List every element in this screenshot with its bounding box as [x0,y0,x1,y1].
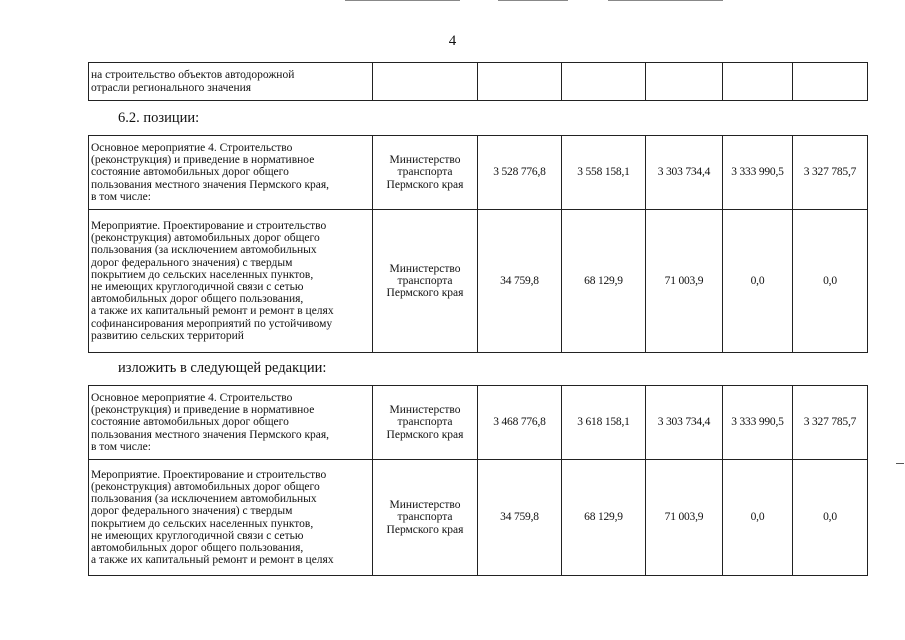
executor-cell [373,136,478,210]
executor-line: транспорта [397,511,453,524]
description-line: пользования местного значения Пермского края, [91,178,330,191]
funding-value-cell: 34 759,8 [478,210,562,353]
continuation-table [88,62,868,101]
description-line: автомобильных дорог общего пользования, [91,541,304,554]
description-line: Мероприятие. Проектирование и строительство [91,468,327,481]
description-line: а также их капитальный ремонт и ремонт в целях [91,305,334,318]
description-line: на строительство объектов автодорожной [91,69,295,82]
executor-line: транспорта [397,166,453,179]
executor-line: Министерство [389,404,461,417]
description-line: состояние автомобильных дорог общего [91,416,289,429]
funding-value-cell: 3 558 158,1 [562,136,646,210]
activity-description-cell [89,386,373,460]
funding-value-cell: 0,0 [723,460,793,576]
funding-value-cell: 3 327 785,7 [793,386,868,460]
description-line: в том числе: [91,440,151,453]
funding-value-cell: 71 003,9 [646,210,723,353]
description-line: пользования (за исключением автомобильных [91,493,317,506]
description-line: покрытием до сельских населенных пунктов, [91,268,314,281]
funding-value-cell: 68 129,9 [562,460,646,576]
heading-new-edition: изложить в следующей редакции: [118,360,327,376]
description-line: (реконструкция) и приведение в нормативное [91,154,315,167]
heading-positions: 6.2. позиции: [118,110,200,126]
description-line: а также их капитальный ремонт и ремонт в целях [91,554,334,567]
description-line: пользования местного значения Пермского края, [91,428,330,441]
table-current-version [88,135,868,353]
funding-value-cell: 3 333 990,5 [723,386,793,460]
top-rule-left [345,0,460,1]
top-rule-right [608,0,723,1]
executor-cell [373,386,478,460]
funding-value-cell: 3 528 776,8 [478,136,562,210]
description-line: софинансирования мероприятий по устойчивому [91,317,333,330]
executor-line: Пермского края [386,178,464,191]
funding-value-cell: 34 759,8 [478,460,562,576]
funding-value-cell: 68 129,9 [562,210,646,353]
description-line: развитию сельских территорий [91,329,244,342]
executor-line: Министерство [389,154,461,167]
funding-value-cell: 0,0 [723,210,793,353]
description-line: в том числе: [91,190,151,203]
executor-line: транспорта [397,416,453,429]
table-row [89,210,868,353]
description-line: Мероприятие. Проектирование и строительство [91,219,327,232]
activity-description-cell [89,210,373,353]
table-row [89,460,868,576]
funding-value-cell: 3 468 776,8 [478,386,562,460]
description-line: отрасли регионального значения [91,81,252,94]
description-line: Основное мероприятие 4. Строительство [91,391,293,404]
funding-value-cell: 0,0 [793,460,868,576]
page-number: 4 [448,33,457,49]
table-row [89,63,868,101]
funding-value-cell [723,63,793,101]
description-line: не имеющих круглогодичной связи с сетью [91,281,304,293]
executor-line: Пермского края [386,523,464,536]
table-new-version [88,385,868,576]
description-line: состояние автомобильных дорог общего [91,166,289,179]
executor-line: Пермского края [386,287,464,300]
description-line: пользования (за исключением автомобильных [91,244,317,257]
activity-description-cell [89,460,373,576]
executor-cell [373,63,478,101]
table-row [89,386,868,460]
funding-value-cell: 3 618 158,1 [562,386,646,460]
executor-line: транспорта [397,274,453,287]
funding-value-cell: 3 333 990,5 [723,136,793,210]
margin-mark [896,463,904,464]
funding-value-cell: 3 303 734,4 [646,136,723,210]
description-line: (реконструкция) автомобильных дорог общего [91,232,320,245]
funding-value-cell: 0,0 [793,210,868,353]
description-line: не имеющих круглогодичной связи с сетью [91,529,304,542]
top-rule-mid [498,0,568,1]
table-row [89,136,868,210]
description-line: Основное мероприятие 4. Строительство [91,141,293,154]
funding-value-cell: 3 327 785,7 [793,136,868,210]
executor-cell [373,210,478,353]
executor-line: Министерство [389,262,461,275]
description-line: автомобильных дорог общего пользования, [91,293,304,306]
activity-description-cell [89,136,373,210]
funding-value-cell: 3 303 734,4 [646,386,723,460]
description-line: (реконструкция) и приведение в нормативное [91,404,315,417]
executor-line: Министерство [389,499,461,512]
executor-cell [373,460,478,576]
description-line: (реконструкция) автомобильных дорог общего [91,480,320,493]
funding-value-cell [793,63,868,101]
funding-value-cell [562,63,646,101]
funding-value-cell [646,63,723,101]
funding-value-cell [478,63,562,101]
description-line: покрытием до сельских населенных пунктов, [91,517,314,530]
activity-description-cell [89,63,373,101]
description-line: дорог федерального значения) с твердым [91,256,293,269]
funding-value-cell: 71 003,9 [646,460,723,576]
executor-line: Пермского края [386,428,464,441]
description-line: дорог федерального значения) с твердым [91,505,293,518]
